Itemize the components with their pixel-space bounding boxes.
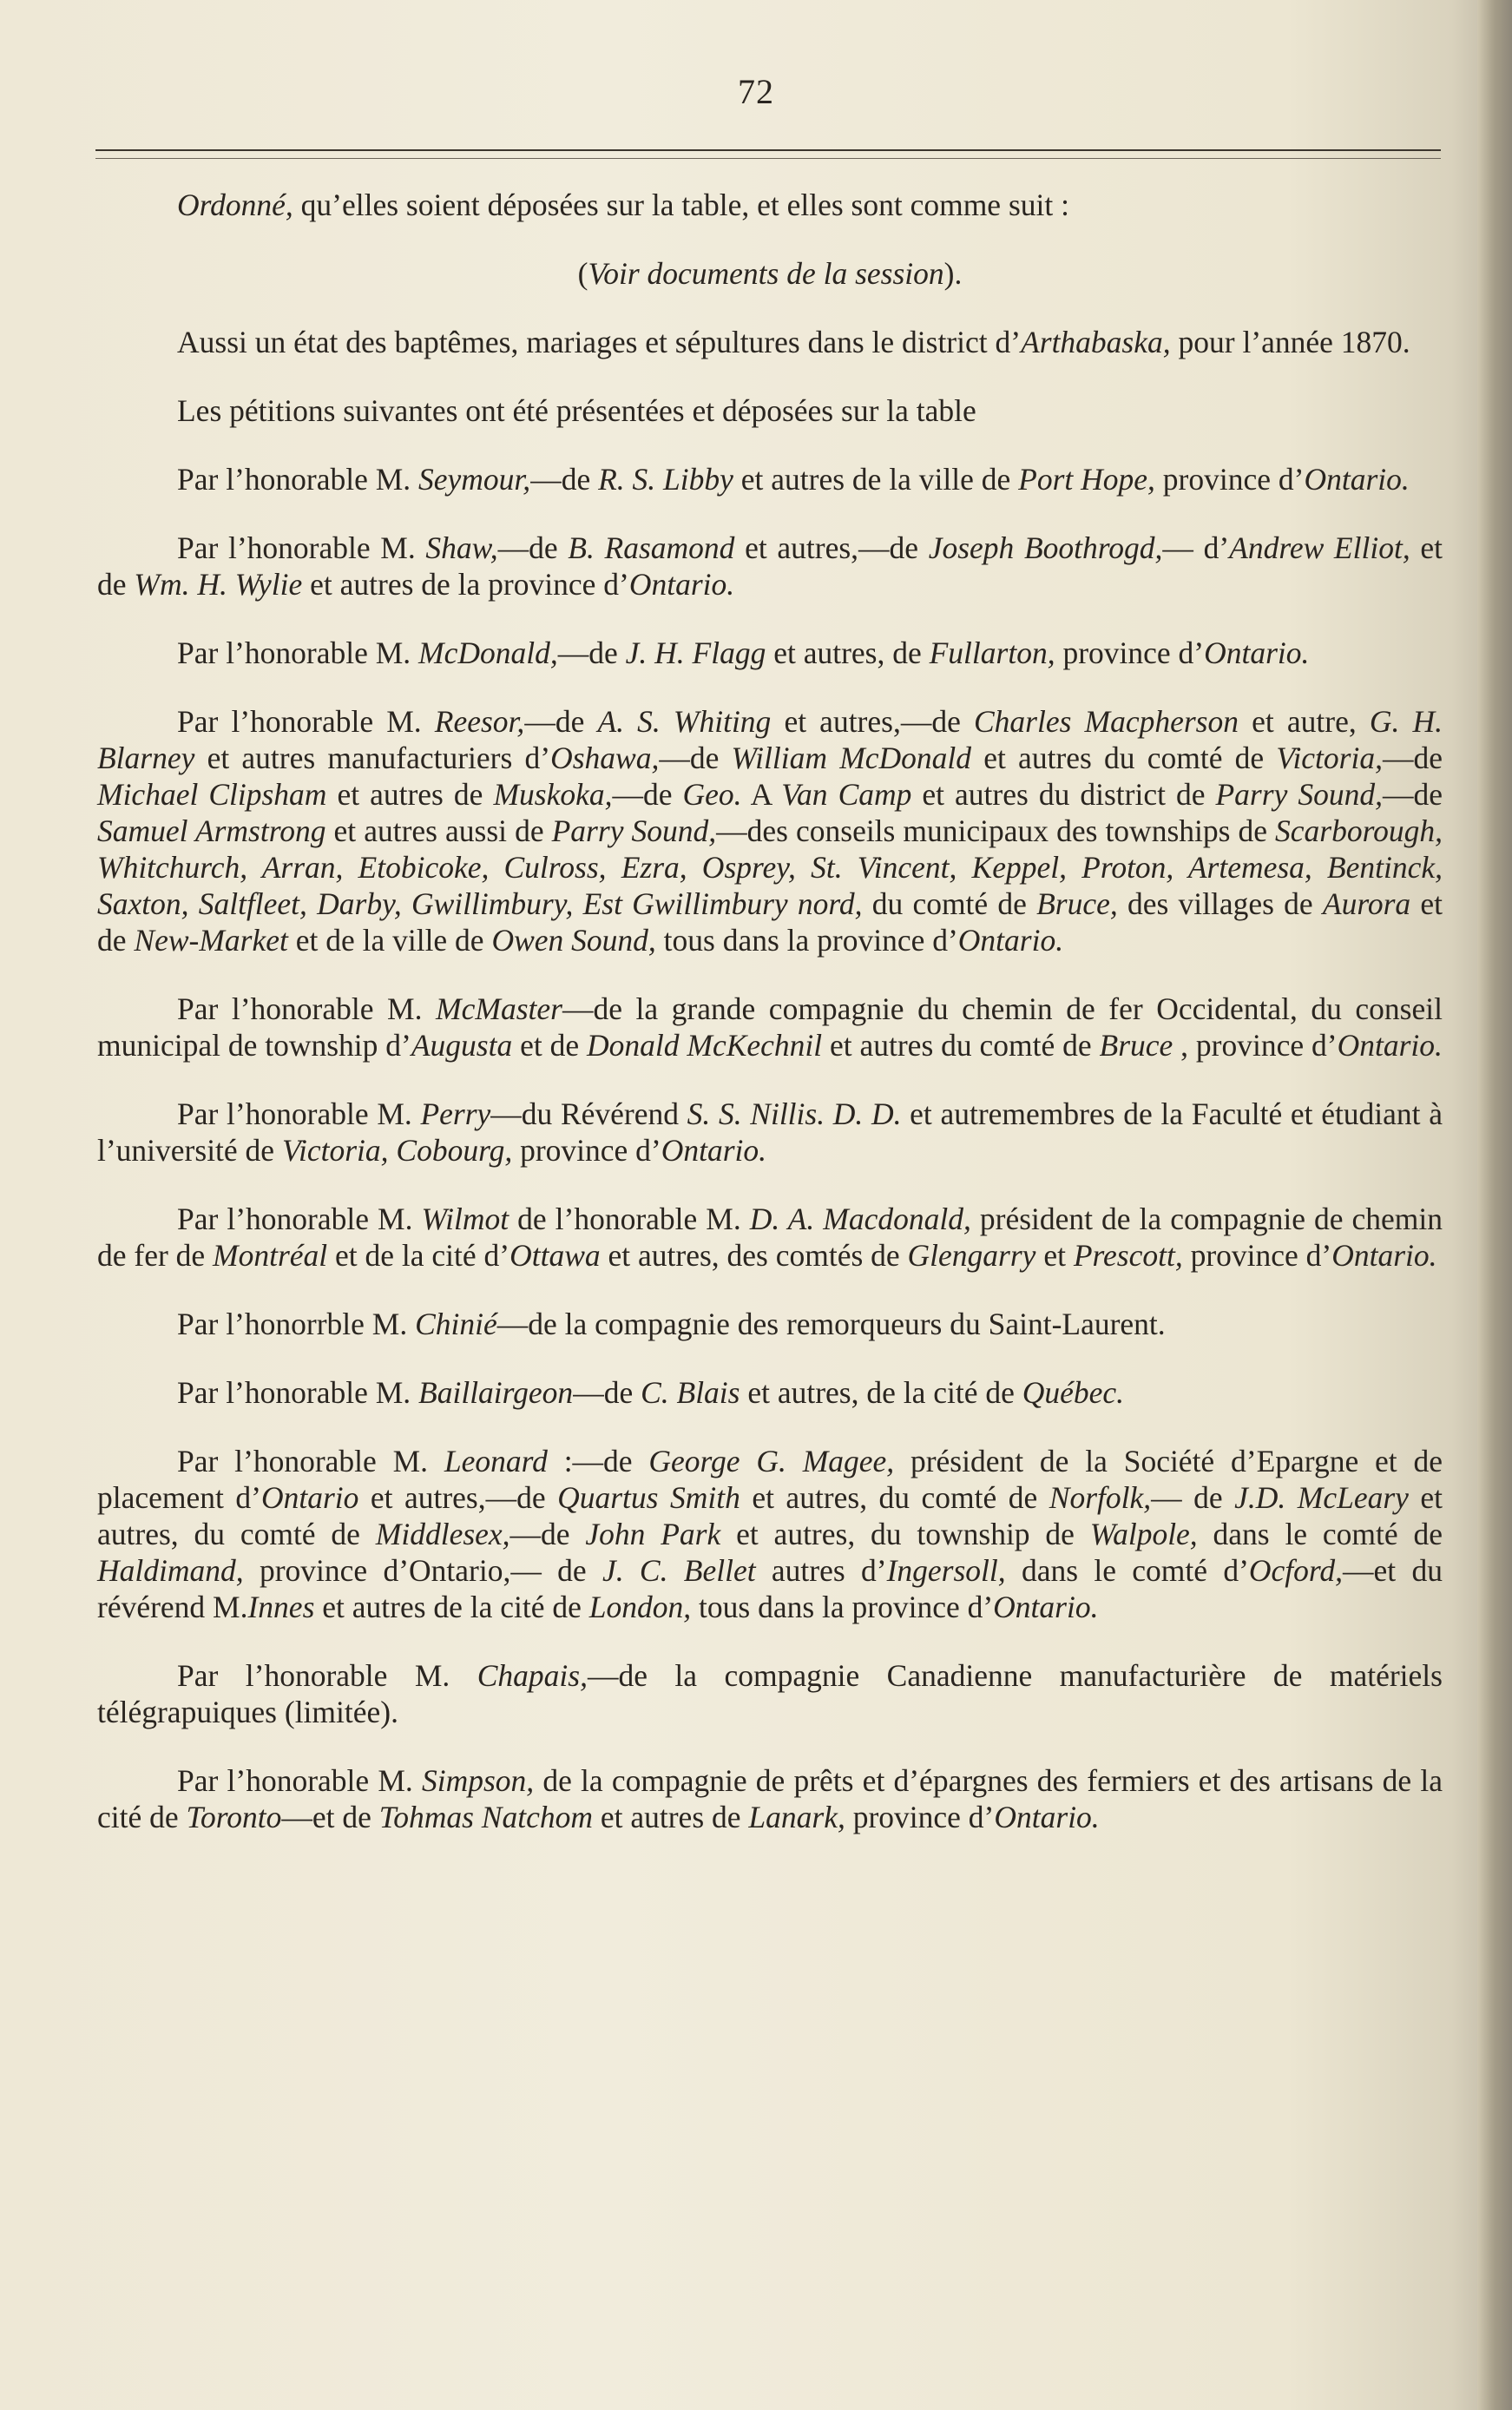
text-run: province d’Ontario,— de xyxy=(243,1553,602,1588)
paragraph-p13 xyxy=(97,1374,1443,1411)
text-run: et autres, du comté de xyxy=(97,1480,1443,1551)
text-run: président de la compagnie de chemin de fer de xyxy=(97,1202,1443,1273)
paragraph-p15 xyxy=(97,1657,1443,1730)
italic-text: Québec. xyxy=(1022,1375,1125,1410)
italic-text: Perry xyxy=(420,1096,491,1131)
text-run: dans le comté de xyxy=(1197,1517,1443,1551)
italic-text: Donald McKechnil xyxy=(587,1028,823,1063)
italic-text: Charles Macpherson xyxy=(973,704,1239,739)
text-run: —de la compagnie des remorqueurs du Saint-Laurent. xyxy=(496,1307,1166,1341)
text-run: province d’ xyxy=(1182,1238,1332,1273)
italic-text: Samuel Armstrong xyxy=(97,813,326,848)
italic-text: Walpole, xyxy=(1089,1517,1198,1551)
text-run: Par l’honorable M. xyxy=(177,462,419,497)
italic-text: Ontario. xyxy=(957,923,1064,958)
text-run: —de xyxy=(659,741,732,775)
page-number: 72 xyxy=(738,72,774,111)
italic-text: Bruce, xyxy=(1036,886,1118,921)
italic-text: Leonard xyxy=(444,1444,548,1478)
text-run: et autres du district de xyxy=(911,777,1216,812)
italic-text: Owen Sound, xyxy=(491,923,656,958)
italic-text: Seymour, xyxy=(418,462,531,497)
text-run: province d’ xyxy=(1055,635,1205,670)
paragraph-p2 xyxy=(97,255,1443,292)
text-run: Par l’honorable M. xyxy=(177,635,419,670)
italic-text: R. S. Libby xyxy=(598,462,733,497)
text-run: du comté de xyxy=(862,886,1037,921)
italic-text: J. H. Flagg xyxy=(625,635,766,670)
italic-text: Victoria, xyxy=(1276,741,1383,775)
italic-text: Victoria, Cobourg, xyxy=(281,1133,513,1168)
text-run: qu’elles soient déposées sur la table, et elles sont comme suit : xyxy=(293,188,1069,222)
text-run: Par l’honorable M. xyxy=(177,1658,477,1693)
italic-text: Ocford, xyxy=(1248,1553,1344,1588)
text-run: —du Révérend xyxy=(490,1096,687,1131)
italic-text: Ontario. xyxy=(628,567,735,602)
text-run: et de xyxy=(512,1028,587,1063)
italic-text: Haldimand, xyxy=(97,1553,244,1588)
text-run: et autre, xyxy=(1239,704,1370,739)
text-run: —de xyxy=(524,704,598,739)
italic-text: Reesor, xyxy=(434,704,525,739)
text-run: et autremembres de la Faculté et étudiant à l’université de xyxy=(97,1096,1443,1168)
paragraph-p6 xyxy=(97,530,1443,602)
italic-text: Port Hope, xyxy=(1018,462,1155,497)
text-run: — de xyxy=(1151,1480,1235,1515)
text-run: —de xyxy=(612,777,683,812)
text-run: et autres manufacturiers d’ xyxy=(194,741,551,775)
italic-text: Ontario. xyxy=(661,1133,767,1168)
italic-text: Parry Sound, xyxy=(1215,777,1383,812)
italic-text: B. Rasamond xyxy=(568,530,735,565)
text-run: président de la Société d’Epargne et de placement d’ xyxy=(97,1444,1443,1515)
text-run: —de la compagnie Canadienne manufacturière de matériels télégrapuiques (limitée). xyxy=(97,1658,1443,1729)
italic-text: McDonald, xyxy=(418,635,558,670)
text-run: —de xyxy=(573,1375,641,1410)
text-run: :—de xyxy=(547,1444,649,1478)
text-run: et autres de la cité de xyxy=(314,1590,589,1624)
page-edge-shadow xyxy=(1477,0,1512,2410)
page-body xyxy=(97,187,1443,1867)
italic-text: Michael Clipsham xyxy=(97,777,327,812)
text-run: et autres du comté de xyxy=(822,1028,1100,1063)
text-run: Par l’honorrble M. xyxy=(177,1307,416,1341)
text-run: tous dans la province d’ xyxy=(691,1590,994,1624)
italic-text: Lanark, xyxy=(748,1800,845,1834)
text-run: et autres, des comtés de xyxy=(600,1238,908,1273)
italic-text: Chinié xyxy=(415,1307,497,1341)
paragraph-p9 xyxy=(97,991,1443,1063)
text-run: et autres, de la cité de xyxy=(740,1375,1022,1410)
text-run: , province d’ xyxy=(1173,1028,1338,1063)
text-run: et autres de la ville de xyxy=(733,462,1019,497)
italic-text: A. S. Whiting xyxy=(597,704,772,739)
italic-text: Aurora xyxy=(1322,886,1411,921)
text-run: Par l’honorable M. xyxy=(177,1202,422,1236)
text-run: pour l’année 1870. xyxy=(1170,325,1410,359)
italic-text: Voir documents de la session xyxy=(588,256,944,291)
text-run: —des conseils municipaux des townships de xyxy=(716,813,1276,848)
italic-text: Muskoka, xyxy=(493,777,613,812)
italic-text: J.D. McLeary xyxy=(1234,1480,1409,1515)
italic-text: Ottawa xyxy=(509,1238,601,1273)
italic-text: Wm. H. Wylie xyxy=(134,567,303,602)
text-run: et autres du comté de xyxy=(971,741,1277,775)
text-run: de l’honorable M. xyxy=(509,1202,750,1236)
italic-text: Toronto xyxy=(186,1800,282,1834)
italic-text: Chapais, xyxy=(477,1658,588,1693)
italic-text: London, xyxy=(588,1590,692,1624)
text-run: et xyxy=(1035,1238,1074,1273)
header-rule xyxy=(95,149,1441,159)
italic-text: Geo. xyxy=(682,777,742,812)
text-run: ( xyxy=(577,256,588,291)
text-run: —de xyxy=(509,1517,586,1551)
italic-text: Simpson, xyxy=(421,1763,535,1798)
italic-text: J. C. Bellet xyxy=(602,1553,756,1588)
text-run: et autres, de xyxy=(766,635,930,670)
text-run: et autres de xyxy=(593,1800,749,1834)
text-run: et autres,—de xyxy=(771,704,974,739)
text-run: —de xyxy=(530,462,599,497)
text-run: et autres,—de xyxy=(358,1480,558,1515)
text-run: province d’ xyxy=(845,1800,995,1834)
text-run: Par l’honorable M. xyxy=(177,1763,422,1798)
text-run: —et de xyxy=(281,1800,379,1834)
paragraph-p7 xyxy=(97,635,1443,671)
italic-text: Ordonné, xyxy=(177,188,293,222)
paragraph-p3 xyxy=(97,324,1443,360)
text-run: province d’ xyxy=(1154,462,1305,497)
italic-text: Scarborough, Whitchurch, Arran, Etobicoke, Culross, Ezra, Osprey, St. Vincent, Keppel, Proton, Artemesa, Bentinck, Saxton, Saltfleet, Darby, Gwillimbury, Est Gwillimbury nord, xyxy=(97,813,1443,921)
text-run: et autres de xyxy=(326,777,494,812)
italic-text: John Park xyxy=(585,1517,721,1551)
italic-text: Bruce xyxy=(1099,1028,1173,1063)
text-run: et autres de la province d’ xyxy=(302,567,629,602)
italic-text: Innes xyxy=(247,1590,315,1624)
italic-text: Ontario. xyxy=(1204,635,1310,670)
italic-text: Oshawa, xyxy=(550,741,660,775)
paragraph-p4 xyxy=(97,392,1443,429)
text-run: Par l’honorable M. xyxy=(177,704,435,739)
italic-text: Parry Sound, xyxy=(551,813,717,848)
text-run: Par l’honorable M. xyxy=(177,1444,444,1478)
italic-text: Ontario. xyxy=(993,1590,1099,1624)
text-run: Les pétitions suivantes ont été présentées et déposées sur la table xyxy=(177,393,976,428)
italic-text: Ontario. xyxy=(994,1800,1100,1834)
text-run: Par l’honorable M. xyxy=(177,1096,421,1131)
paragraph-p10 xyxy=(97,1096,1443,1169)
text-run: Par l’honorable M. xyxy=(177,991,437,1026)
text-run: dans le comté d’ xyxy=(1005,1553,1249,1588)
text-run: —de xyxy=(1382,777,1443,812)
italic-text: Norfolk, xyxy=(1049,1480,1152,1515)
italic-text: Joseph Boothrogd, xyxy=(928,530,1163,565)
italic-text: George G. Magee, xyxy=(648,1444,895,1478)
text-run: de la compagnie de prêts et d’épargnes des fermiers et des artisans de la cité de xyxy=(97,1763,1443,1834)
text-run: —de xyxy=(497,530,569,565)
italic-text: Ontario xyxy=(260,1480,359,1515)
text-run: — d’ xyxy=(1162,530,1230,565)
italic-text: New-Market xyxy=(134,923,288,958)
italic-text: Augusta xyxy=(411,1028,513,1063)
text-run: des villages de xyxy=(1117,886,1323,921)
text-run: tous dans la province d’ xyxy=(655,923,958,958)
italic-text: Fullarton, xyxy=(929,635,1055,670)
text-run: et autres, du comté de xyxy=(740,1480,1049,1515)
italic-text: McMaster xyxy=(436,991,562,1026)
italic-text: S. S. Nillis. D. D. xyxy=(687,1096,902,1131)
paragraph-p5 xyxy=(97,461,1443,497)
italic-text: Ontario. xyxy=(1304,462,1410,497)
text-run: Aussi un état des baptêmes, mariages et sépultures dans le district d’ xyxy=(177,325,1022,359)
paragraph-p14 xyxy=(97,1443,1443,1625)
italic-text: William McDonald xyxy=(731,741,972,775)
text-run: et autres, du township de xyxy=(720,1517,1090,1551)
italic-text: Quartus Smith xyxy=(557,1480,740,1515)
text-run: province d’ xyxy=(512,1133,661,1168)
italic-text: G. H. Blarney xyxy=(97,704,1443,775)
paragraph-p12 xyxy=(97,1306,1443,1342)
italic-text: Prescott, xyxy=(1073,1238,1183,1273)
text-run: et de la ville de xyxy=(287,923,492,958)
text-run: et de la cité d’ xyxy=(327,1238,510,1273)
italic-text: Ontario. xyxy=(1331,1238,1437,1273)
italic-text: Wilmot xyxy=(421,1202,509,1236)
text-run: Par l’honorable M. xyxy=(177,530,426,565)
text-run: —de xyxy=(1382,741,1443,775)
italic-text: Ontario. xyxy=(1337,1028,1443,1063)
italic-text: Baillairgeon xyxy=(418,1375,574,1410)
paragraph-p11 xyxy=(97,1201,1443,1274)
text-run: A xyxy=(741,777,782,812)
italic-text: C. Blais xyxy=(641,1375,740,1410)
italic-text: Tohmas Natchom xyxy=(378,1800,593,1834)
text-run: et de xyxy=(97,530,1443,602)
text-run: et autres,—de xyxy=(734,530,929,565)
italic-text: Andrew Elliot, xyxy=(1229,530,1410,565)
italic-text: Middlesex, xyxy=(375,1517,510,1551)
text-run: —de xyxy=(557,635,626,670)
italic-text: Arthabaska, xyxy=(1021,325,1171,359)
text-run: —et du révérend M. xyxy=(97,1553,1443,1624)
italic-text: Shaw, xyxy=(425,530,498,565)
paragraph-p1 xyxy=(97,187,1443,223)
text-run: et autres aussi de xyxy=(325,813,552,848)
paragraph-p16 xyxy=(97,1762,1443,1835)
italic-text: Glengarry xyxy=(907,1238,1036,1273)
text-run: autres d’ xyxy=(755,1553,887,1588)
italic-text: Van Camp xyxy=(781,777,912,812)
text-run: —de la grande compagnie du chemin de fer Occidental, du conseil municipal de township d’ xyxy=(97,991,1443,1063)
text-run: ). xyxy=(943,256,963,291)
text-run: et de xyxy=(97,886,1443,958)
italic-text: Ingersoll, xyxy=(886,1553,1006,1588)
paragraph-p8 xyxy=(97,703,1443,958)
italic-text: Montréal xyxy=(213,1238,328,1273)
text-run: Par l’honorable M. xyxy=(177,1375,419,1410)
italic-text: D. A. Macdonald, xyxy=(749,1202,971,1236)
